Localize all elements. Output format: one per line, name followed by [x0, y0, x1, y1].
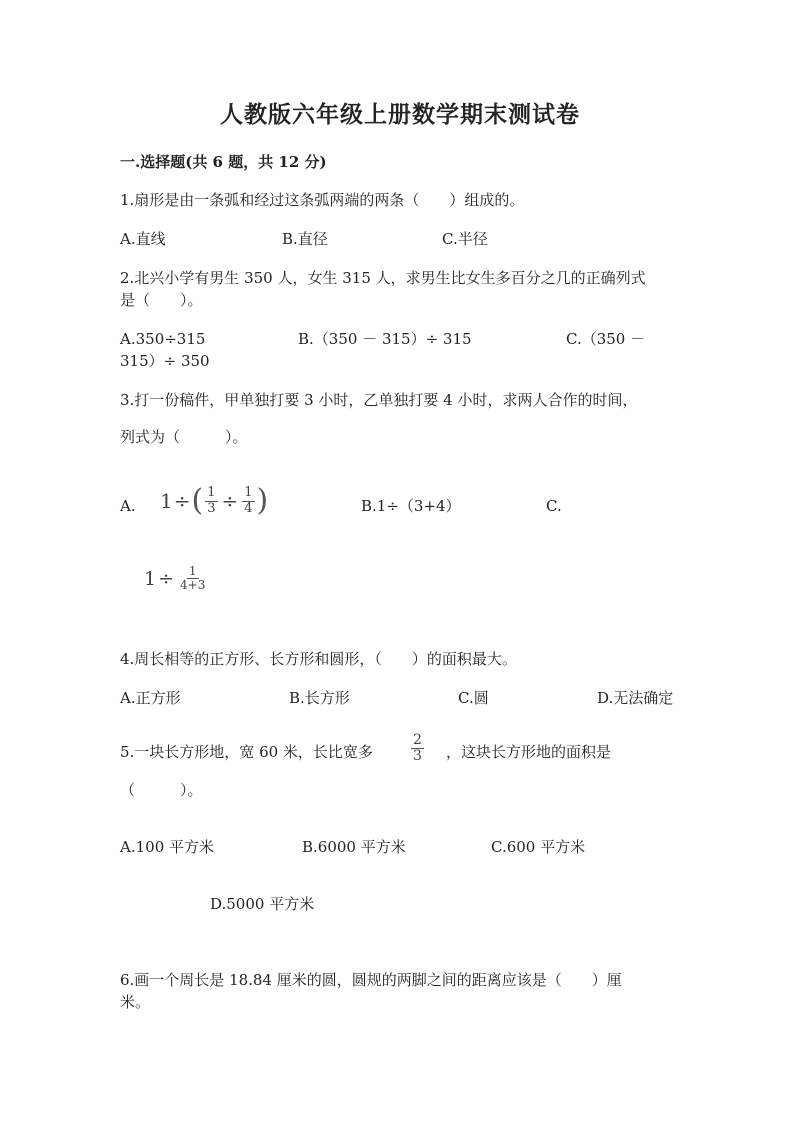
divide-sign: ÷: [158, 567, 175, 590]
fraction-numerator: 1: [207, 485, 216, 501]
option-a: A.100 平方米: [120, 838, 214, 856]
option-c: C.600 平方米: [491, 838, 586, 856]
question-text-line-1: 2.北兴小学有男生 350 人，女生 315 人，求男生比女生多百分之几的正确列式: [120, 269, 646, 287]
fraction-denominator: 4+3: [180, 578, 206, 593]
option-b: B.长方形: [289, 689, 350, 707]
section-heading: 一.选择题(共 6 题，共 12 分): [120, 153, 327, 171]
question-text-line-2: （ ）。: [120, 781, 203, 799]
option-b: B.1÷（3+4）: [361, 497, 461, 515]
option-a: A.正方形: [120, 689, 181, 707]
option-b: B.（350 － 315）÷ 315: [298, 330, 472, 348]
option-c-label: C.: [546, 497, 562, 515]
question-text-line-1: 3.打一份稿件，甲单独打要 3 小时，乙单独打要 4 小时，求两人合作的时间，: [120, 391, 638, 409]
fraction-numerator: 1: [188, 564, 197, 578]
option-c: C.半径: [442, 230, 488, 248]
fraction-denominator: 3: [413, 748, 422, 765]
option-a-label: A.: [120, 497, 136, 515]
option-b: B.直径: [282, 230, 328, 248]
option-a: A.直线: [120, 230, 166, 248]
question-text: 1.扇形是由一条弧和经过这条弧两端的两条（ ）组成的。: [120, 191, 525, 209]
divide-sign: ÷: [221, 489, 239, 513]
fraction-two-thirds: [409, 733, 426, 765]
fraction-denominator: 4: [244, 500, 253, 516]
fraction-one-over-four-plus-three: [178, 565, 207, 592]
option-c: C.圆: [458, 689, 489, 707]
option-c-formula: [144, 565, 209, 592]
question-text: 4.周长相等的正方形、长方形和圆形，（ ）的面积最大。: [120, 650, 517, 668]
question-text-line-2: 米。: [120, 993, 151, 1011]
page-title: 人教版六年级上册数学期末测试卷: [220, 101, 580, 128]
fraction-one-fourth: [242, 486, 254, 516]
formula-one: 1: [144, 567, 157, 590]
fraction-denominator: 3: [207, 500, 216, 516]
question-text-after-fraction: ，这块长方形地的面积是: [446, 743, 612, 761]
option-c-line-1: C.（350 －: [566, 330, 646, 348]
question-text-before-fraction: 5.一块长方形地，宽 60 米，长比宽多: [120, 743, 373, 761]
right-paren: ): [256, 483, 269, 518]
formula-one: 1: [160, 489, 173, 513]
option-b: B.6000 平方米: [302, 838, 406, 856]
question-text-line-2: 列式为（ ）。: [120, 428, 248, 446]
fraction-numerator: 1: [244, 485, 253, 501]
fraction-one-third: [205, 486, 217, 516]
option-c-line-2: 315）÷ 350: [120, 352, 210, 370]
fraction-numerator: 2: [413, 732, 422, 748]
fraction: [411, 733, 424, 765]
question-text-line-2: 是（ ）。: [120, 291, 203, 309]
option-a-formula: [160, 483, 269, 518]
question-text-line-1: 6.画一个周长是 18.84 厘米的圆，圆规的两脚之间的距离应该是（ ）厘: [120, 971, 622, 989]
option-d: D.5000 平方米: [210, 895, 315, 913]
left-paren: (: [191, 483, 204, 518]
option-d: D.无法确定: [597, 689, 674, 707]
option-a: A.350÷315: [120, 330, 206, 348]
divide-sign: ÷: [173, 489, 191, 513]
